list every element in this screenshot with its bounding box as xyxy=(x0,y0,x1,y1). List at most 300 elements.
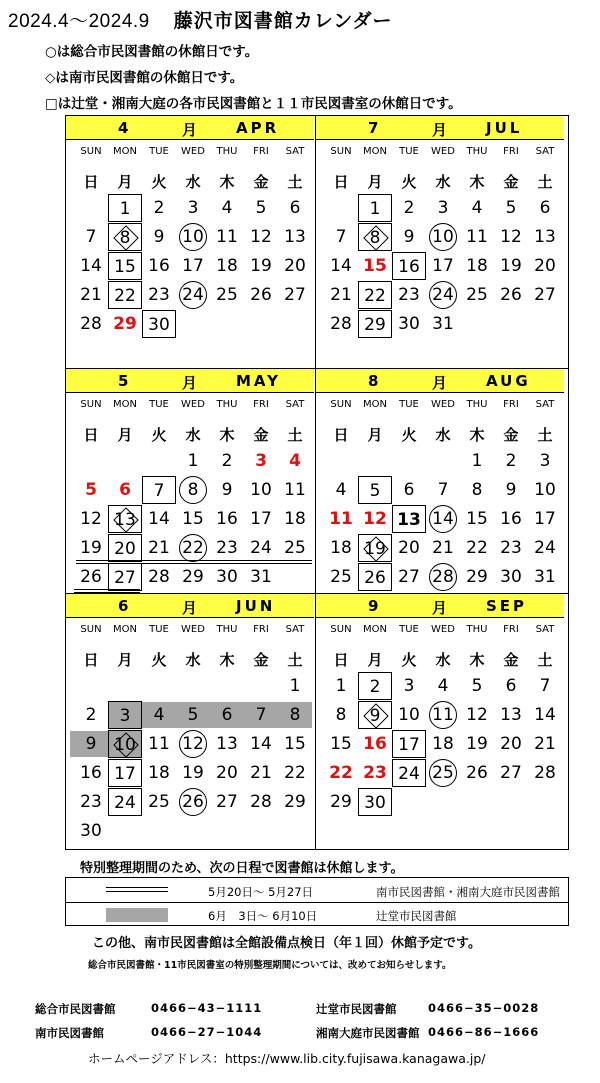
calendar-day: 22 xyxy=(108,281,142,309)
calendar-day: 2 xyxy=(505,451,517,471)
calendar-day: 18 xyxy=(216,256,238,276)
calendar-day: 11 xyxy=(466,227,488,247)
calendar-day: 3 xyxy=(403,676,415,696)
weekday-label-jp: 月 xyxy=(367,426,383,444)
calendar-day: 6 xyxy=(119,480,131,500)
calendar-day: 20 xyxy=(500,734,522,754)
calendar-day: 8 xyxy=(335,705,347,725)
contact-tel: 0466−27−1044 xyxy=(151,1025,263,1039)
calendar-day: 28 xyxy=(534,763,556,783)
calendar-day: 9 xyxy=(85,734,97,754)
month-english: JUN xyxy=(236,597,276,615)
calendar-day: 23 xyxy=(500,538,522,558)
contact-name: 南市民図書館 xyxy=(35,1026,104,1040)
month-kanji: 月 xyxy=(432,374,448,392)
calendar-day: 12 xyxy=(500,227,522,247)
calendar-day: 22 xyxy=(358,281,392,309)
month-kanji: 月 xyxy=(182,374,198,392)
weekday-label: MON xyxy=(363,399,387,410)
weekday-row-en xyxy=(66,399,314,417)
legend-diamond: ◇は南市民図書館の休館日です。 xyxy=(45,70,244,86)
calendar-day: 20 xyxy=(398,538,420,558)
calendar-day: 24 xyxy=(426,281,460,309)
weekday-label: SAT xyxy=(535,624,555,635)
weekday-label: FRI xyxy=(503,624,519,635)
calendar-day: 14 xyxy=(250,734,272,754)
calendar-day: 1 xyxy=(289,676,301,696)
notice-row-jun xyxy=(66,902,568,926)
calendar-day: 9 xyxy=(505,480,517,500)
weekday-label: SUN xyxy=(80,624,102,635)
other-notice-small: 総合市民図書館・11市民図書室の特別整理期間については、改めてお知らせします。 xyxy=(88,960,452,971)
weekday-label: MON xyxy=(363,624,387,635)
calendar-day: 20 xyxy=(284,256,306,276)
weekday-label: WED xyxy=(431,399,455,410)
month-header xyxy=(66,116,314,140)
weekday-label-jp: 土 xyxy=(287,651,303,669)
weekday-label-jp: 日 xyxy=(83,426,99,444)
notice-libraries: 南市民図書館・湘南大庭市民図書館 xyxy=(376,885,560,899)
weekday-label: TUE xyxy=(399,624,419,635)
weekday-label-jp: 月 xyxy=(117,651,133,669)
month-kanji: 月 xyxy=(432,599,448,617)
calendar-day: 26 xyxy=(466,763,488,783)
weekday-label: SAT xyxy=(285,399,305,410)
weekday-label-jp: 木 xyxy=(469,426,485,444)
calendar-day: 15 xyxy=(330,734,352,754)
legend-square: □は辻堂・湘南大庭の各市民図書館と１１市民図書室の休館日です。 xyxy=(45,96,462,112)
weekday-label-jp: 金 xyxy=(503,173,519,191)
calendar-day: 3 xyxy=(539,451,551,471)
contact-tsujido xyxy=(316,1001,540,1017)
calendar-day: 21 xyxy=(432,538,454,558)
weekday-row-jp xyxy=(66,424,314,442)
calendar-day: 28 xyxy=(80,314,102,334)
weekday-label-jp: 土 xyxy=(287,173,303,191)
calendar-day: 23 xyxy=(398,285,420,305)
calendar-day: 30 xyxy=(398,314,420,334)
weekday-row-jp xyxy=(316,649,564,667)
calendar-day: 16 xyxy=(500,509,522,529)
weekday-label-jp: 木 xyxy=(219,651,235,669)
weekday-label: FRI xyxy=(503,146,519,157)
weekday-label-jp: 金 xyxy=(253,651,269,669)
double-line-swatch xyxy=(106,887,168,892)
calendar-day: 20 xyxy=(108,534,142,562)
calendar-day: 8 xyxy=(471,480,483,500)
calendar-day: 5 xyxy=(471,676,483,696)
month-number: 9 xyxy=(368,597,379,615)
calendar-day: 6 xyxy=(403,480,415,500)
calendar-day: 22 xyxy=(284,763,306,783)
calendar-day: 21 xyxy=(330,285,352,305)
date-range: 2024.4～2024.9 xyxy=(8,11,150,32)
weekday-label-jp: 火 xyxy=(401,426,417,444)
weekday-label: TUE xyxy=(149,624,169,635)
calendar-day: 24 xyxy=(250,538,272,558)
calendar-day: 9 xyxy=(358,701,392,729)
weekday-label: WED xyxy=(181,146,205,157)
calendar-day: 7 xyxy=(539,676,551,696)
calendar-day: 28 xyxy=(250,792,272,812)
calendar-day: 5 xyxy=(85,480,97,500)
weekday-label: SUN xyxy=(330,624,352,635)
contact-tel: 0466−86−1666 xyxy=(428,1025,540,1039)
calendar-day: 23 xyxy=(363,763,387,783)
contact-tel: 0466−43−1111 xyxy=(151,1001,263,1015)
calendar-day: 10 xyxy=(426,223,460,251)
calendar-day: 25 xyxy=(284,538,306,558)
calendar-day: 2 xyxy=(85,705,97,725)
weekday-label-jp: 金 xyxy=(503,651,519,669)
calendar-day: 7 xyxy=(255,705,267,725)
weekday-label-jp: 日 xyxy=(83,651,99,669)
homepage-url: ホームページアドレス：https://www.lib.city.fujisawa.kanagawa.jp/ xyxy=(88,1051,486,1066)
calendar-day: 6 xyxy=(289,198,301,218)
calendar-day: 14 xyxy=(330,256,352,276)
calendar-day: 31 xyxy=(250,567,272,587)
calendar-day: 27 xyxy=(108,563,142,591)
weekday-label: WED xyxy=(431,146,455,157)
weekday-label: MON xyxy=(113,624,137,635)
calendar-day: 6 xyxy=(221,705,233,725)
calendar-day: 1 xyxy=(187,451,199,471)
calendar-day: 4 xyxy=(471,198,483,218)
weekday-label: THU xyxy=(216,146,238,157)
calendar-day: 31 xyxy=(432,314,454,334)
calendar-day: 16 xyxy=(216,509,238,529)
weekday-label: THU xyxy=(466,399,488,410)
calendar-day: 18 xyxy=(330,538,352,558)
calendar-day: 10 xyxy=(534,480,556,500)
notice-dates: 6月 3日～ 6月10日 xyxy=(208,909,318,923)
calendar-day: 17 xyxy=(534,509,556,529)
calendar-day: 29 xyxy=(466,567,488,587)
weekday-label: MON xyxy=(113,146,137,157)
calendar-day: 2 xyxy=(358,672,392,700)
calendar-day: 6 xyxy=(505,676,517,696)
weekday-label-jp: 火 xyxy=(401,173,417,191)
weekday-label-jp: 日 xyxy=(333,426,349,444)
calendar-day: 13 xyxy=(500,705,522,725)
calendar-day: 17 xyxy=(108,759,142,787)
calendar-day: 15 xyxy=(363,256,387,276)
calendar-day: 2 xyxy=(153,198,165,218)
weekday-label-jp: 水 xyxy=(435,426,451,444)
weekday-label: FRI xyxy=(253,624,269,635)
weekday-label-jp: 火 xyxy=(401,651,417,669)
calendar-day: 10 xyxy=(108,730,142,758)
calendar-day: 1 xyxy=(335,676,347,696)
calendar-day: 15 xyxy=(182,509,204,529)
calendar-day: 9 xyxy=(403,227,415,247)
calendar-day: 16 xyxy=(363,734,387,754)
column-divider xyxy=(315,116,316,849)
calendar-day: 21 xyxy=(148,538,170,558)
weekday-label-jp: 月 xyxy=(367,651,383,669)
calendar-day: 28 xyxy=(426,563,460,591)
calendar-day: 18 xyxy=(432,734,454,754)
calendar-day: 12 xyxy=(363,509,387,529)
calendar-day: 4 xyxy=(153,705,165,725)
calendar-day: 30 xyxy=(216,567,238,587)
calendar-day: 27 xyxy=(216,792,238,812)
weekday-label: THU xyxy=(466,624,488,635)
contact-name: 湘南大庭市民図書館 xyxy=(316,1026,420,1040)
weekday-label: FRI xyxy=(503,399,519,410)
calendar-day: 4 xyxy=(437,676,449,696)
calendar-day: 25 xyxy=(426,759,460,787)
calendar-day: 3 xyxy=(187,198,199,218)
calendar-day: 3 xyxy=(255,451,267,471)
calendar-day: 11 xyxy=(148,734,170,754)
calendar-day: 16 xyxy=(148,256,170,276)
calendar-day: 19 xyxy=(182,763,204,783)
weekday-label-jp: 木 xyxy=(219,173,235,191)
calendar-day: 30 xyxy=(500,567,522,587)
calendar-day: 12 xyxy=(250,227,272,247)
calendar-day: 29 xyxy=(358,310,392,338)
calendar-day: 15 xyxy=(466,509,488,529)
calendar-day: 22 xyxy=(466,538,488,558)
calendar-day: 17 xyxy=(182,256,204,276)
calendar-day: 14 xyxy=(426,505,460,533)
notice-box xyxy=(65,877,569,926)
contact-tel: 0466−35−0028 xyxy=(428,1001,540,1015)
month-number: 5 xyxy=(118,372,129,390)
weekday-label: TUE xyxy=(399,146,419,157)
month-english: JUL xyxy=(486,119,523,137)
weekday-label: TUE xyxy=(149,399,169,410)
calendar-day: 1 xyxy=(358,194,392,222)
calendar-day: 29 xyxy=(182,567,204,587)
calendar-day: 9 xyxy=(153,227,165,247)
weekday-label-jp: 火 xyxy=(151,651,167,669)
calendar-day: 27 xyxy=(398,567,420,587)
weekday-label: SUN xyxy=(330,399,352,410)
month-kanji: 月 xyxy=(432,121,448,139)
calendar-day: 23 xyxy=(148,285,170,305)
month-header xyxy=(316,594,564,618)
calendar-day: 21 xyxy=(250,763,272,783)
other-notice: この他、南市民図書館は全館設備点検日（年１回）休館予定です。 xyxy=(92,936,481,951)
calendar-day: 13 xyxy=(284,227,306,247)
calendar-day: 25 xyxy=(148,792,170,812)
weekday-label-jp: 日 xyxy=(333,651,349,669)
weekday-label-jp: 水 xyxy=(185,426,201,444)
weekday-label: FRI xyxy=(253,146,269,157)
weekday-label: TUE xyxy=(399,399,419,410)
calendar-day: 4 xyxy=(221,198,233,218)
calendar-day: 1 xyxy=(471,451,483,471)
calendar-day: 30 xyxy=(80,821,102,841)
notice-title: 特別整理期間のため、次の日程で図書館は休館します。 xyxy=(80,861,404,876)
calendar-day: 27 xyxy=(284,285,306,305)
calendar-day: 25 xyxy=(330,567,352,587)
weekday-label-jp: 月 xyxy=(367,173,383,191)
weekday-label-jp: 火 xyxy=(151,173,167,191)
weekday-label: SUN xyxy=(80,146,102,157)
calendar-day: 24 xyxy=(176,281,210,309)
calendar-day: 16 xyxy=(80,763,102,783)
contact-minami xyxy=(35,1025,263,1041)
calendar-day: 8 xyxy=(289,705,301,725)
calendar-day: 5 xyxy=(358,476,392,504)
weekday-label-jp: 金 xyxy=(503,426,519,444)
weekday-row-en xyxy=(66,624,314,642)
calendar-day: 21 xyxy=(80,285,102,305)
contact-name: 辻堂市民図書館 xyxy=(316,1002,397,1016)
calendar-day: 21 xyxy=(534,734,556,754)
calendar-day: 17 xyxy=(432,256,454,276)
weekday-label-jp: 水 xyxy=(185,651,201,669)
weekday-label: THU xyxy=(466,146,488,157)
calendar-day: 20 xyxy=(534,256,556,276)
weekday-label: WED xyxy=(181,624,205,635)
calendar-day: 26 xyxy=(176,788,210,816)
calendar-day: 12 xyxy=(176,730,210,758)
calendar-day: 15 xyxy=(284,734,306,754)
calendar-day: 25 xyxy=(466,285,488,305)
weekday-label-jp: 水 xyxy=(185,173,201,191)
gray-swatch xyxy=(106,908,168,922)
calendar-grid xyxy=(65,115,569,850)
page-header xyxy=(8,6,393,33)
calendar-day: 26 xyxy=(358,563,392,591)
calendar-day: 29 xyxy=(330,792,352,812)
weekday-row-en xyxy=(316,624,564,642)
legend-circle: ○は総合市民図書館の休館日です。 xyxy=(45,44,259,60)
calendar-day: 29 xyxy=(113,314,137,334)
weekday-label-jp: 火 xyxy=(151,426,167,444)
month-number: 4 xyxy=(118,119,129,137)
weekday-label: FRI xyxy=(253,399,269,410)
month-english: MAY xyxy=(236,372,281,390)
calendar-day: 24 xyxy=(392,759,426,787)
calendar-day: 19 xyxy=(250,256,272,276)
calendar-day: 26 xyxy=(80,567,102,587)
calendar-day: 18 xyxy=(148,763,170,783)
calendar-day: 3 xyxy=(437,198,449,218)
calendar-day: 10 xyxy=(398,705,420,725)
month-header xyxy=(66,594,314,618)
page-title: 藤沢市図書館カレンダー xyxy=(173,10,393,32)
calendar-day: 22 xyxy=(329,763,353,783)
calendar-day: 6 xyxy=(539,198,551,218)
weekday-label-jp: 木 xyxy=(219,426,235,444)
month-header xyxy=(316,116,564,140)
calendar-day: 8 xyxy=(358,223,392,251)
calendar-day: 5 xyxy=(187,705,199,725)
calendar-day: 4 xyxy=(335,480,347,500)
calendar-day: 5 xyxy=(255,198,267,218)
weekday-label: THU xyxy=(216,624,238,635)
calendar-day: 7 xyxy=(142,476,176,504)
weekday-row-jp xyxy=(66,649,314,667)
calendar-day: 17 xyxy=(392,730,426,758)
calendar-day: 25 xyxy=(216,285,238,305)
notice-dates: 5月20日～ 5月27日 xyxy=(208,885,314,899)
calendar-day: 3 xyxy=(108,701,142,729)
month-number: 6 xyxy=(118,597,129,615)
weekday-label: THU xyxy=(216,399,238,410)
month-number: 8 xyxy=(368,372,379,390)
calendar-day: 20 xyxy=(216,763,238,783)
weekday-label: SAT xyxy=(535,399,555,410)
calendar-day: 8 xyxy=(176,476,210,504)
calendar-day: 29 xyxy=(284,792,306,812)
calendar-day: 26 xyxy=(500,285,522,305)
weekday-label-jp: 水 xyxy=(435,651,451,669)
contact-name: 総合市民図書館 xyxy=(35,1002,116,1016)
calendar-day: 28 xyxy=(148,567,170,587)
weekday-label-jp: 日 xyxy=(83,173,99,191)
calendar-day: 7 xyxy=(335,227,347,247)
calendar-day: 19 xyxy=(500,256,522,276)
weekday-label: MON xyxy=(113,399,137,410)
weekday-label: SAT xyxy=(285,146,305,157)
calendar-day: 15 xyxy=(108,252,142,280)
calendar-day: 1 xyxy=(108,194,142,222)
weekday-label-jp: 土 xyxy=(537,426,553,444)
weekday-label-jp: 水 xyxy=(435,173,451,191)
calendar-day: 11 xyxy=(426,701,460,729)
calendar-day: 13 xyxy=(216,734,238,754)
month-english: AUG xyxy=(486,372,531,390)
calendar-day: 7 xyxy=(85,227,97,247)
calendar-day: 18 xyxy=(466,256,488,276)
weekday-label-jp: 土 xyxy=(537,651,553,669)
calendar-day: 10 xyxy=(176,223,210,251)
calendar-day: 30 xyxy=(142,310,176,338)
calendar-day: 9 xyxy=(221,480,233,500)
weekday-label: TUE xyxy=(149,146,169,157)
calendar-day: 30 xyxy=(358,788,392,816)
weekday-label-jp: 日 xyxy=(333,173,349,191)
notice-libraries: 辻堂市民図書館 xyxy=(376,909,457,923)
weekday-label: WED xyxy=(431,624,455,635)
calendar-day: 24 xyxy=(534,538,556,558)
weekday-label: SUN xyxy=(80,399,102,410)
calendar-day: 7 xyxy=(437,480,449,500)
calendar-day: 13 xyxy=(392,505,426,533)
calendar-day: 13 xyxy=(108,505,142,533)
calendar-day: 5 xyxy=(505,198,517,218)
weekday-label: MON xyxy=(363,146,387,157)
weekday-label: WED xyxy=(181,399,205,410)
weekday-label-jp: 土 xyxy=(537,173,553,191)
contact-sogo xyxy=(35,1001,263,1017)
calendar-day: 11 xyxy=(284,480,306,500)
calendar-day: 23 xyxy=(80,792,102,812)
weekday-label: SAT xyxy=(285,624,305,635)
calendar-day: 19 xyxy=(358,534,392,562)
weekday-label-jp: 木 xyxy=(469,173,485,191)
calendar-day: 18 xyxy=(284,509,306,529)
weekday-row-jp xyxy=(316,171,564,189)
calendar-day: 28 xyxy=(330,314,352,334)
calendar-day: 2 xyxy=(221,451,233,471)
weekday-label-jp: 金 xyxy=(253,173,269,191)
weekday-label-jp: 土 xyxy=(287,426,303,444)
weekday-row-jp xyxy=(316,424,564,442)
month-kanji: 月 xyxy=(182,121,198,139)
calendar-day: 17 xyxy=(250,509,272,529)
calendar-day: 19 xyxy=(80,538,102,558)
weekday-row-jp xyxy=(66,171,314,189)
calendar-day: 14 xyxy=(148,509,170,529)
calendar-day: 12 xyxy=(80,509,102,529)
